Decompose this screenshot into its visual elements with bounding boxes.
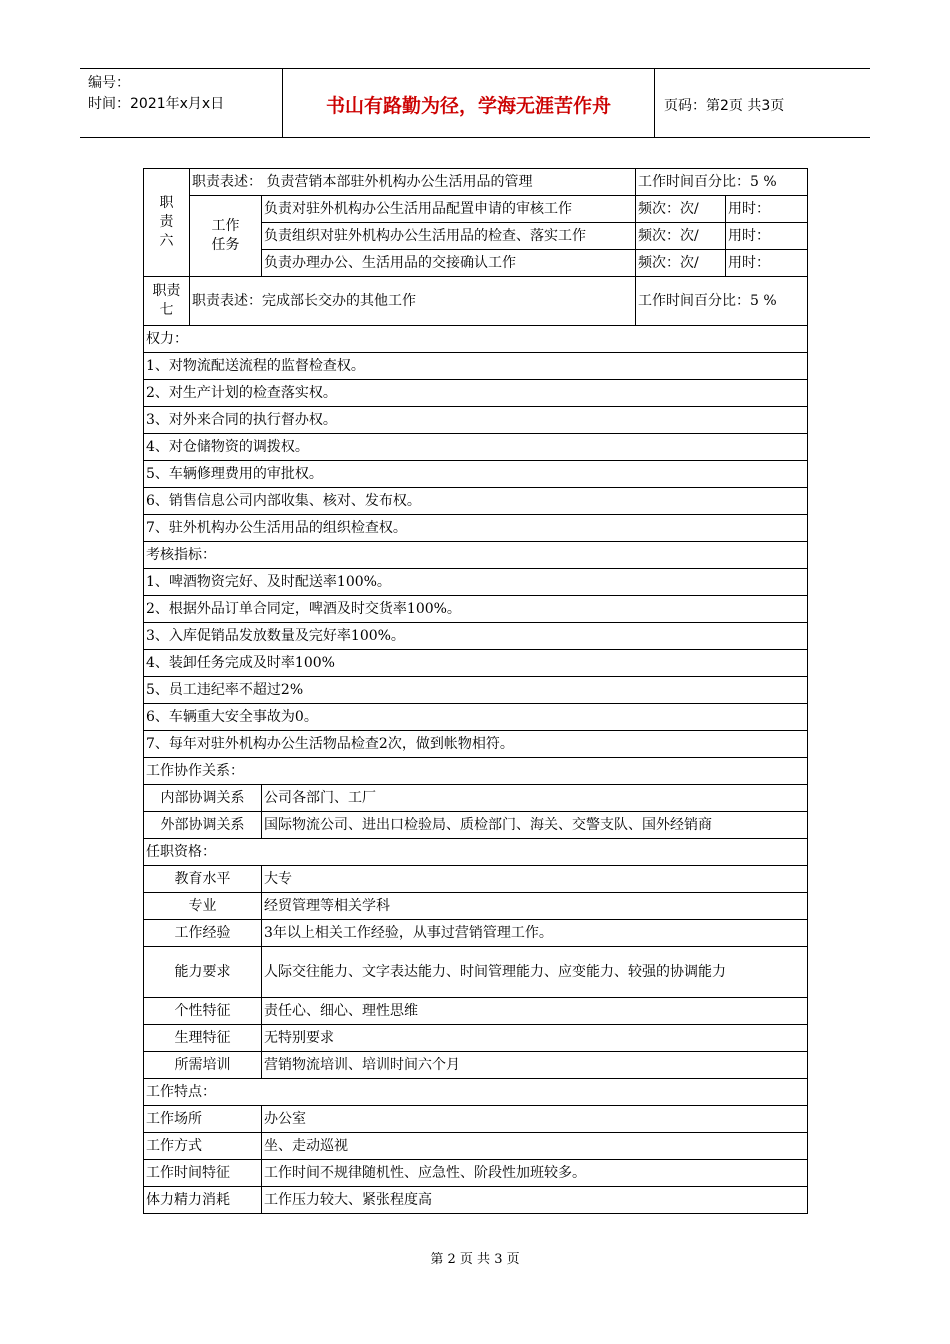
- qualification-label: 专业: [144, 893, 262, 920]
- duty6-task-usage: 用时：: [726, 223, 808, 250]
- feature-value: 工作压力较大、紧张程度高: [262, 1187, 808, 1214]
- duty6-task: 负责对驻外机构办公生活用品配置申请的审核工作: [262, 196, 636, 223]
- power-item: 5、车辆修理费用的审批权。: [144, 461, 808, 488]
- qualification-value: 营销物流培训、培训时间六个月: [262, 1052, 808, 1079]
- relation-label: 内部协调关系: [144, 785, 262, 812]
- power-item: 6、销售信息公司内部收集、核对、发布权。: [144, 488, 808, 515]
- feature-label: 工作场所: [144, 1106, 262, 1133]
- feature-label: 工作时间特征: [144, 1160, 262, 1187]
- feature-label: 体力精力消耗: [144, 1187, 262, 1214]
- duty7-desc: 职责表述：完成部长交办的其他工作: [190, 277, 636, 326]
- kpi-item: 4、装卸任务完成及时率100%: [144, 650, 808, 677]
- qualification-value: 责任心、细心、理性思维: [262, 998, 808, 1025]
- header-page-number: 页码：第2页 共3页: [664, 98, 785, 114]
- kpi-item: 6、车辆重大安全事故为0。: [144, 704, 808, 731]
- feature-label: 工作方式: [144, 1133, 262, 1160]
- duty6-task-usage: 用时：: [726, 250, 808, 277]
- duty6-label: 职责六: [144, 169, 190, 277]
- relation-value: 公司各部门、工厂: [262, 785, 808, 812]
- qualification-value: 3年以上相关工作经验，从事过营销管理工作。: [262, 920, 808, 947]
- duty6-desc: 职责表述： 负责营销本部驻外机构办公生活用品的管理: [190, 169, 636, 196]
- qualification-value: 人际交往能力、文字表达能力、时间管理能力、应变能力、较强的协调能力: [262, 947, 808, 998]
- power-item: 4、对仓储物资的调拨权。: [144, 434, 808, 461]
- duty6-task: 负责办理办公、生活用品的交接确认工作: [262, 250, 636, 277]
- job-description-table: [143, 168, 808, 1214]
- power-item: 7、驻外机构办公生活用品的组织检查权。: [144, 515, 808, 542]
- kpi-title: 考核指标：: [144, 542, 808, 569]
- qualification-label: 个性特征: [144, 998, 262, 1025]
- feature-value: 办公室: [262, 1106, 808, 1133]
- page-header: [80, 68, 870, 138]
- kpi-item: 5、员工违纪率不超过2%: [144, 677, 808, 704]
- page-footer: 第 2 页 共 3 页: [430, 1252, 520, 1267]
- qualification-label: 所需培训: [144, 1052, 262, 1079]
- header-motto: 书山有路勤为径，学海无涯苦作舟: [325, 95, 611, 117]
- header-meta: [88, 73, 224, 115]
- duty6-task-freq: 频次：次/: [636, 223, 726, 250]
- duty7-time-pct: 工作时间百分比：5 %: [636, 277, 808, 326]
- duty6-task-freq: 频次：次/: [636, 250, 726, 277]
- qualification-label: 能力要求: [144, 947, 262, 998]
- duty6-time-pct: 工作时间百分比：5 %: [636, 169, 808, 196]
- serial-label: 编号：: [88, 75, 130, 91]
- header-divider: [654, 69, 655, 137]
- qualifications-title: 任职资格：: [144, 839, 808, 866]
- power-item: 2、对生产计划的检查落实权。: [144, 380, 808, 407]
- features-title: 工作特点：: [144, 1079, 808, 1106]
- relations-title: 工作协作关系：: [144, 758, 808, 785]
- qualification-value: 无特别要求: [262, 1025, 808, 1052]
- relation-value: 国际物流公司、进出口检验局、质检部门、海关、交警支队、国外经销商: [262, 812, 808, 839]
- duty6-task: 负责组织对驻外机构办公生活用品的检查、落实工作: [262, 223, 636, 250]
- power-item: 1、对物流配送流程的监督检查权。: [144, 353, 808, 380]
- feature-value: 坐、走动巡视: [262, 1133, 808, 1160]
- duty6-task-row: [144, 196, 808, 223]
- kpi-item: 7、每年对驻外机构办公生活物品检查2次，做到帐物相符。: [144, 731, 808, 758]
- duty6-task-freq: 频次：次/: [636, 196, 726, 223]
- duty7-row: [144, 277, 808, 326]
- qualification-value: 大专: [262, 866, 808, 893]
- relation-label: 外部协调关系: [144, 812, 262, 839]
- qualification-label: 生理特征: [144, 1025, 262, 1052]
- qualification-label: 教育水平: [144, 866, 262, 893]
- kpi-item: 2、根据外品订单合同定，啤酒及时交货率100%。: [144, 596, 808, 623]
- duty6-task-label: 工作任务: [190, 196, 262, 277]
- powers-title: 权力：: [144, 326, 808, 353]
- duty7-label: 职责七: [144, 277, 190, 326]
- qualification-label: 工作经验: [144, 920, 262, 947]
- kpi-item: 1、啤酒物资完好、及时配送率100%。: [144, 569, 808, 596]
- duty6-desc-row: [144, 169, 808, 196]
- feature-value: 工作时间不规律随机性、应急性、阶段性加班较多。: [262, 1160, 808, 1187]
- qualification-value: 经贸管理等相关学科: [262, 893, 808, 920]
- duty6-task-usage: 用时：: [726, 196, 808, 223]
- date-label: 时间：2021年x月x日: [88, 96, 225, 112]
- power-item: 3、对外来合同的执行督办权。: [144, 407, 808, 434]
- kpi-item: 3、入库促销品发放数量及完好率100%。: [144, 623, 808, 650]
